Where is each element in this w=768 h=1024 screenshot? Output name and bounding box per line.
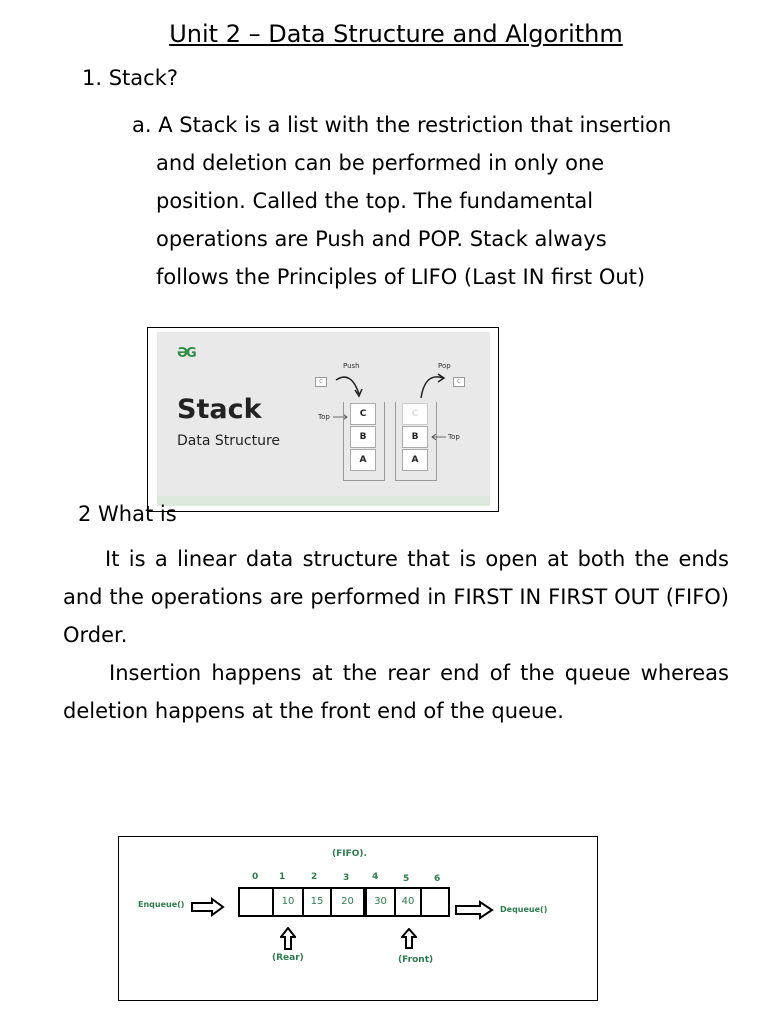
stack-cell: C [350, 403, 376, 425]
pop-label: Pop [438, 362, 451, 370]
queue-cell: 30 [365, 887, 396, 917]
queue-index: 4 [372, 872, 379, 882]
queue-index: 2 [311, 872, 318, 882]
stack-cell: A [402, 449, 428, 471]
push-box: C [315, 377, 327, 387]
dequeue-arrow-icon [454, 900, 496, 920]
card-footer-stripe [157, 496, 490, 506]
queue-index: 0 [252, 872, 259, 882]
queue-cell [420, 887, 450, 917]
queue-cell: 15 [302, 887, 332, 917]
pop-box: C [453, 377, 465, 387]
queue-index: 5 [403, 874, 410, 884]
rear-arrow-icon [280, 927, 296, 951]
stack-cell-popped: C [402, 403, 428, 425]
push-label: Push [343, 362, 360, 370]
definition-line: position. Called the top. The fundamental [156, 189, 594, 213]
pop-arrow-icon [415, 372, 449, 400]
queue-paragraph: Insertion happens at the rear end of the queue whereas deletion happens at the front end of the queue. [63, 661, 729, 723]
fifo-title: (FIFO). [332, 849, 367, 859]
item-marker: a. [132, 113, 152, 137]
section-heading-stack: 1. Stack? [82, 66, 178, 90]
top-label-left: Top [318, 413, 330, 421]
stack-diagram [147, 327, 499, 512]
page-title: Unit 2 – Data Structure and Algorithm [169, 20, 623, 48]
definition-line: A Stack is a list with the restriction that insertion [158, 113, 672, 137]
front-arrow-icon [401, 928, 417, 950]
definition-line: follows the Principles of LIFO (Last IN first Out) [156, 265, 646, 289]
queue-cell: 10 [272, 887, 304, 917]
stack-card [157, 332, 490, 506]
queue-index: 6 [434, 874, 441, 884]
definition-line: and deletion can be performed in only one [156, 151, 605, 175]
queue-diagram [118, 836, 598, 1001]
stack-cell: A [350, 449, 376, 471]
stack-subheading: Data Structure [177, 433, 281, 449]
queue-index: 1 [279, 872, 286, 882]
queue-description [63, 540, 729, 730]
rear-label: (Rear) [272, 953, 304, 963]
stack-cell: B [402, 426, 428, 448]
section-heading-queue: 2 What is [78, 502, 177, 526]
top-label-right: Top [448, 433, 460, 441]
stack-cell: B [350, 426, 376, 448]
gfg-logo: ƏG [177, 346, 195, 361]
stack-definition [132, 106, 732, 296]
definition-line: operations are Push and POP. Stack always [156, 227, 607, 251]
front-label: (Front) [398, 955, 434, 965]
enqueue-label: Enqueue() [138, 900, 185, 909]
dequeue-label: Dequeue() [500, 905, 548, 914]
queue-cell: 40 [394, 887, 422, 917]
queue-index: 3 [343, 873, 350, 883]
queue-cell: 20 [330, 887, 365, 917]
stack-heading: Stack [177, 394, 262, 425]
queue-cell [238, 887, 274, 917]
queue-paragraph: It is a linear data structure that is open at both the ends and the operations are performed in FIRST IN FIRST OUT (FIFO) Order. [63, 547, 729, 647]
push-arrow-icon [333, 372, 365, 400]
enqueue-arrow-icon [190, 897, 226, 917]
top-arrow-icon [430, 434, 446, 440]
